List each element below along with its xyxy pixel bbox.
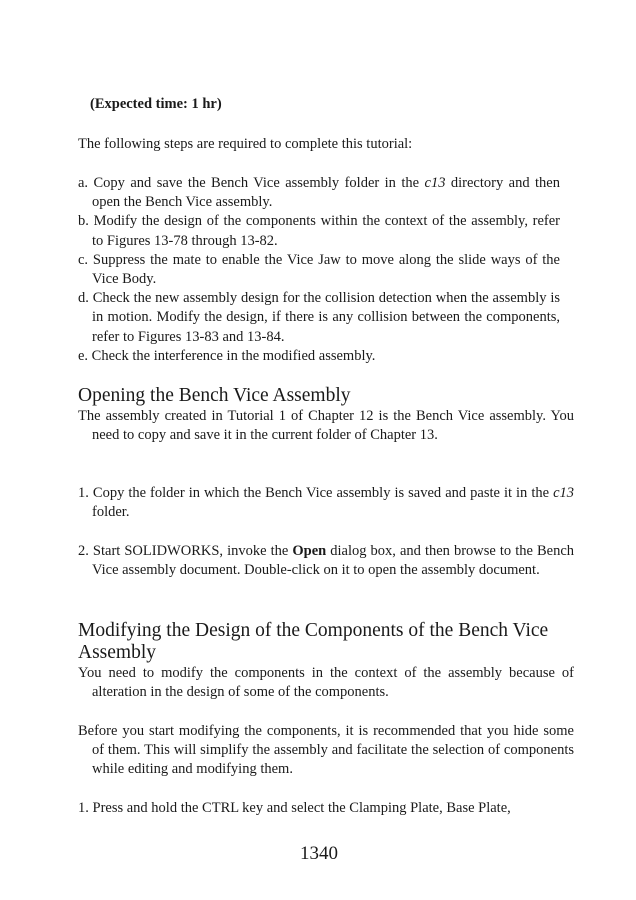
page-number: 1340 (300, 843, 338, 864)
opening-step-2: 2. Start SOLIDWORKS, invoke the Open dialog box, and then browse to the Bench Vice assembly document. Double-click on it to open the assembly document. (78, 543, 575, 579)
tutorial-step-e: e. Check the interference in the modified assembly. (78, 347, 376, 364)
opening-step-1: 1. Copy the folder in which the Bench Vice assembly is saved and paste it in the c13 folder. (78, 485, 574, 521)
modifying-step-1: 1. Press and hold the CTRL key and select the Clamping Plate, Base Plate, (78, 800, 511, 816)
section-heading-opening: Opening the Bench Vice Assembly (78, 385, 351, 406)
tutorial-step-d: d. Check the new assembly design for the collision detection when the assembly is in motion. Modify the design, if there is any collision between the components, refer to Figures 13-83 and 13-84. (78, 290, 560, 345)
expected-time: (Expected time: 1 hr) (90, 96, 222, 112)
modifying-paragraph-2: Before you start modifying the components, it is recommended that you hide some of them. This will simplify the assembly and facilitate the selection of components while editing and modifying them. (78, 723, 574, 778)
section-heading-modifying: Modifying the Design of the Components of the Bench Vice Assembly (78, 620, 549, 663)
modifying-paragraph-1: You need to modify the components in the context of the assembly because of alteration in the design of some of the components. (78, 665, 574, 701)
tutorial-step-a: a. Copy and save the Bench Vice assembly folder in the c13 directory and then open the Bench Vice assembly. (78, 175, 560, 211)
tutorial-steps-list (78, 174, 560, 366)
intro-text: The following steps are required to complete this tutorial: (78, 136, 413, 152)
tutorial-step-c: c. Suppress the mate to enable the Vice Jaw to move along the slide ways of the Vice Body. (78, 251, 560, 288)
section-opening-paragraph: The assembly created in Tutorial 1 of Chapter 12 is the Bench Vice assembly. You need to copy and save it in the current folder of Chapter 13. (78, 408, 574, 444)
tutorial-step-b: b. Modify the design of the components within the context of the assembly, refer to Figures 13-78 through 13-82. (78, 213, 560, 249)
